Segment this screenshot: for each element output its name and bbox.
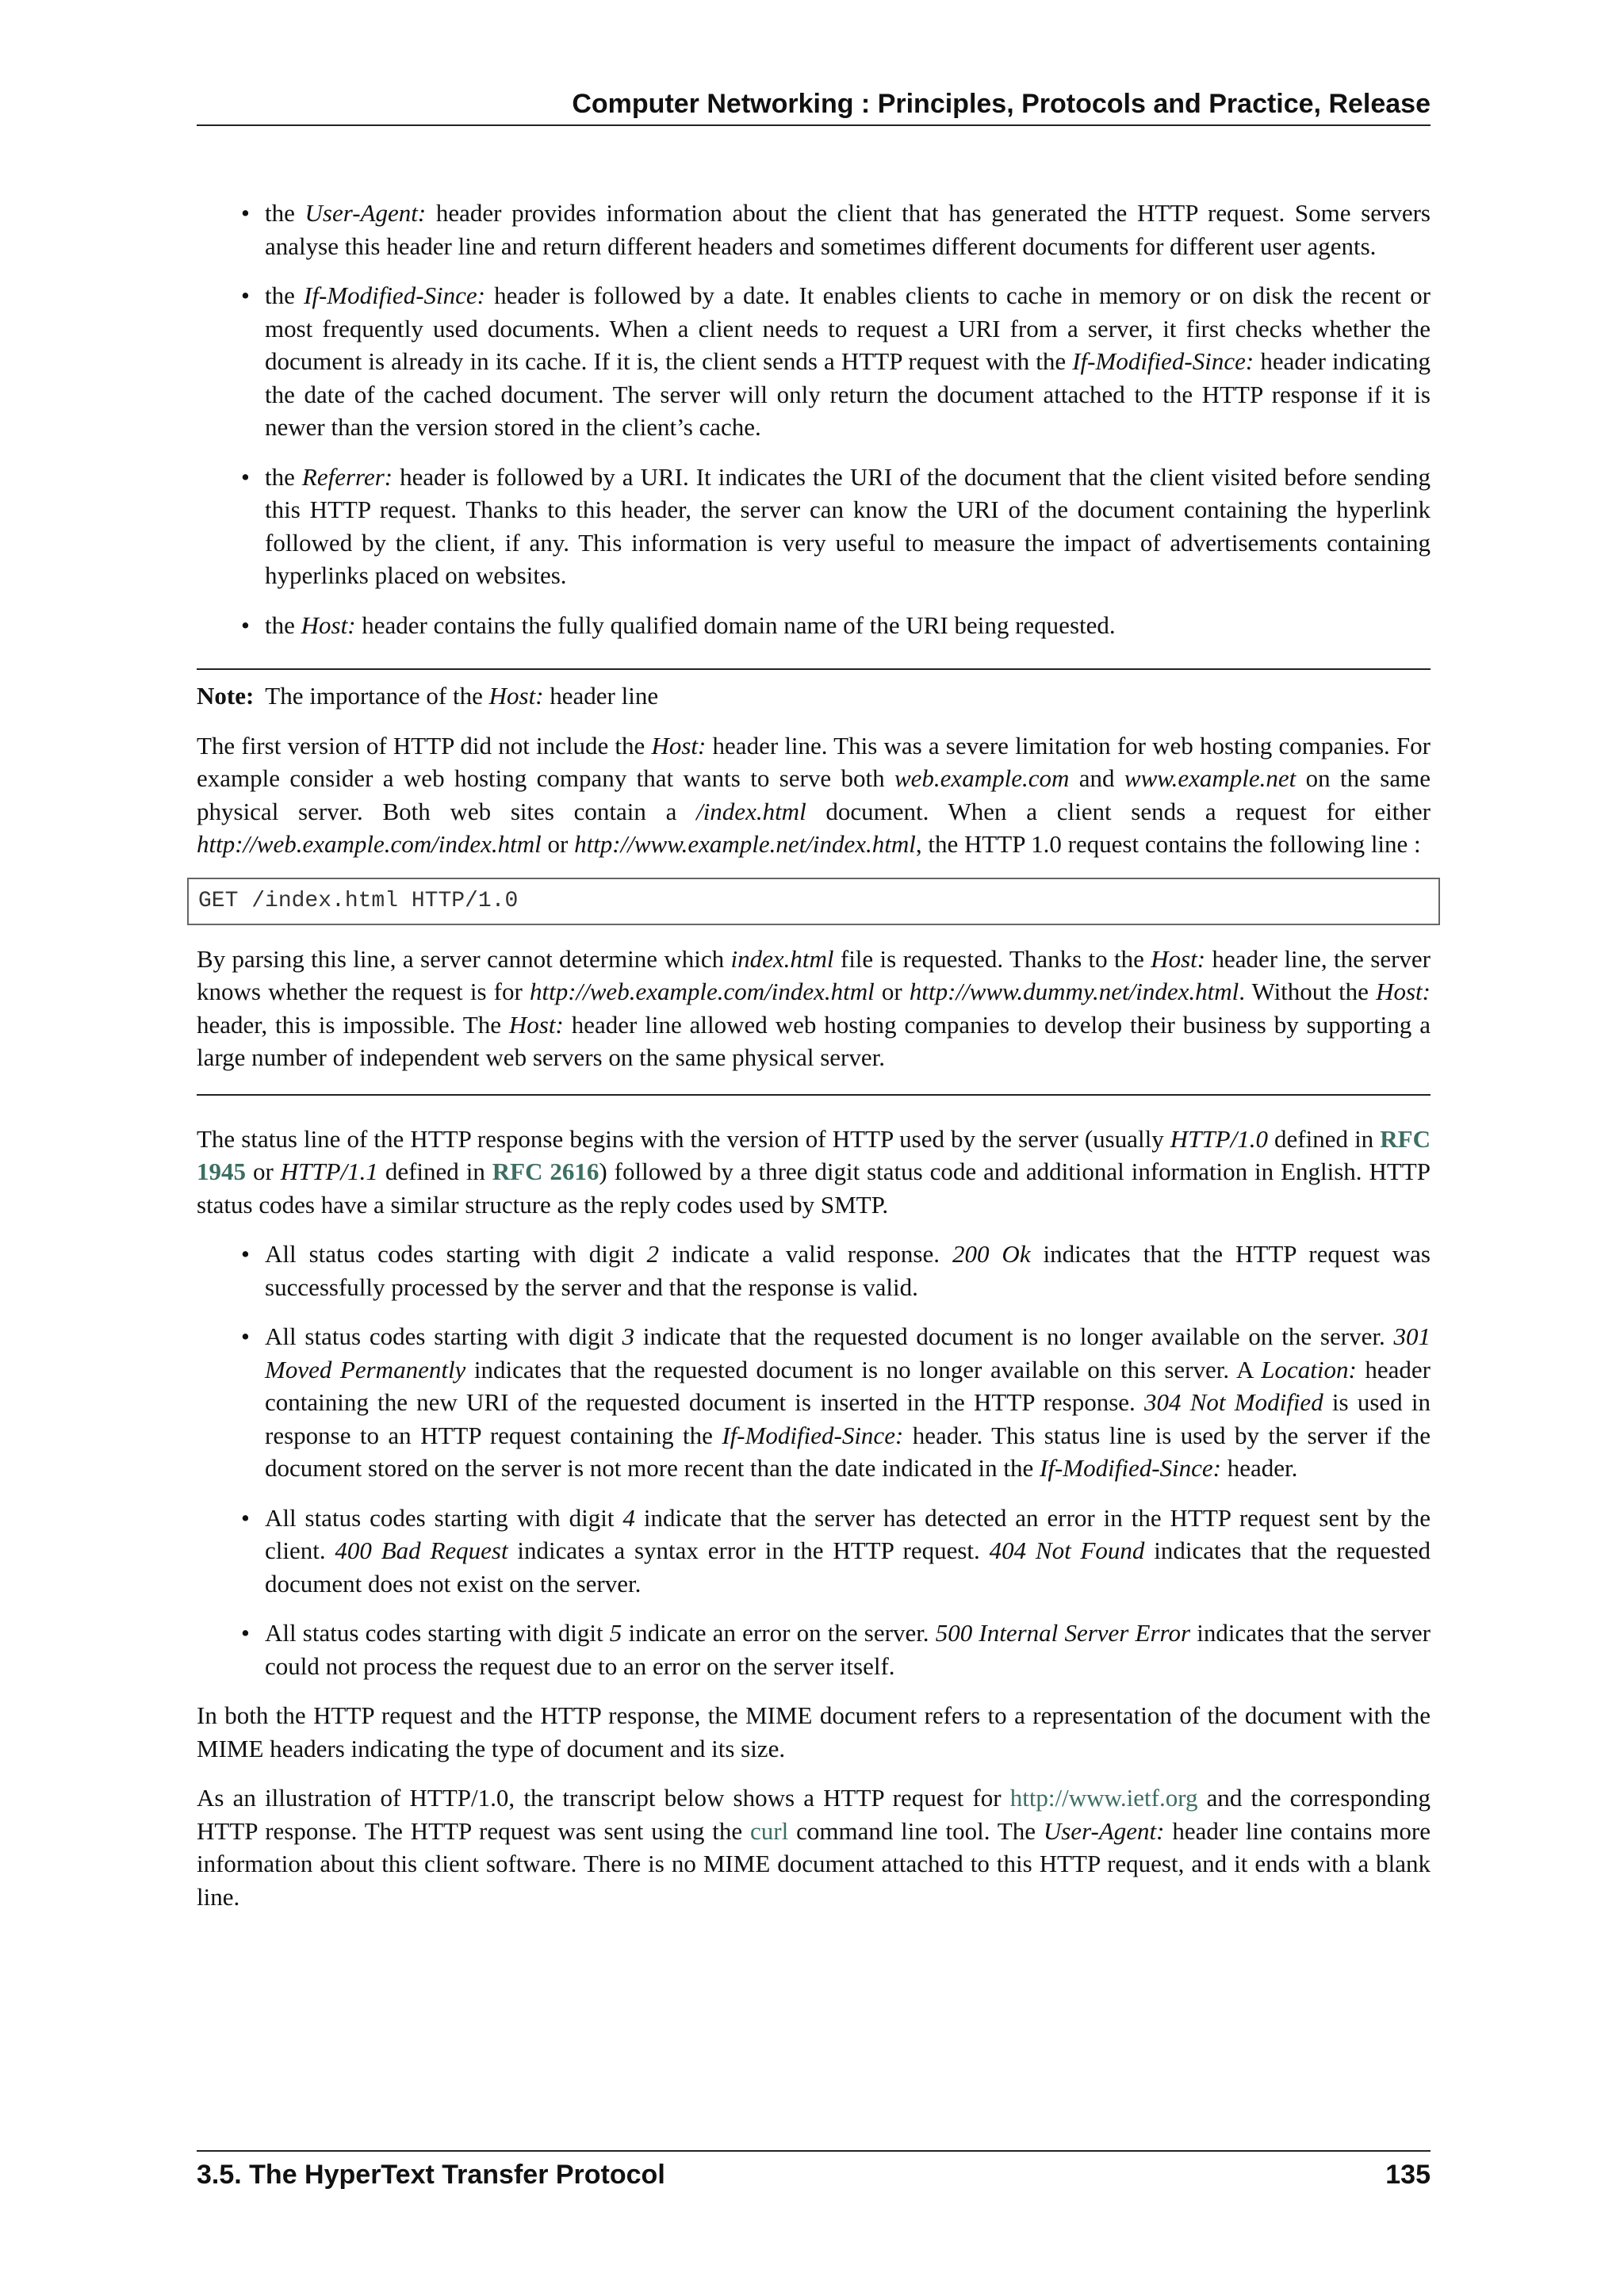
note-paragraph: By parsing this line, a server cannot determine which index.html file is requested. Thanks to the Host: header line, the server knows whether the request is for http://web.example.com/index.html or http://www.dummy.net/index.html. Without the Host: header, this is impossible. The Host: header line allowed web hosting companies to develop their business by supporting a large number of independent web servers on the same physical server.	[197, 944, 1431, 1071]
section-title: 3.5. The HyperText Transfer Protocol	[197, 2160, 665, 2190]
bullet-icon: •	[241, 462, 250, 491]
status-codes-list	[197, 1238, 1431, 1682]
bullet-icon: •	[241, 1619, 250, 1647]
illustration-paragraph: As an illustration of HTTP/1.0, the transcript below shows a HTTP request for http://www.ietf.org and the corresponding HTTP response. The HTTP request was sent using the curl command line tool. The User-Agent: header line contains more information about this client software. There is no MIME document attached to this HTTP request, and it ends with a blank line.	[197, 1784, 1431, 1911]
rfc-1945-link[interactable]: RFC 1945	[197, 1124, 1431, 1185]
header-fields-list	[197, 197, 1431, 641]
running-header	[197, 89, 1431, 126]
list-item: • All status codes starting with digit 4 indicate that the server has detected an error in the HTTP request sent by the client. 400 Bad Request indicates a syntax error in the HTTP request. 404 Not Found indicates that the requested document does not exist on the server.	[197, 1502, 1431, 1601]
bullet-icon: •	[241, 1322, 250, 1350]
note-box	[197, 668, 1431, 1096]
bullet-icon: •	[241, 199, 250, 227]
mime-paragraph: In both the HTTP request and the HTTP response, the MIME document refers to a representation of the document with the MIME headers indicating the type of document and its size.	[197, 1701, 1431, 1762]
page-number: 135	[1385, 2160, 1431, 2190]
list-item: • the If-Modified-Since: header is followed by a date. It enables clients to cache in memory or on disk the recent or most frequently used documents. When a client needs to request a URI from a server, it first checks whether the document is already in its cache. If it is, the client sends a HTTP request with the If-Modified-Since: header indicating the date of the cached document. The server will only return the document attached to the HTTP response if it is newer than the version stored in the client’s cache.	[197, 279, 1431, 444]
note-title: Note: The importance of the Host: header line	[197, 682, 659, 710]
running-title: Computer Networking : Principles, Protocols and Practice, Release	[572, 89, 1431, 119]
main-content	[197, 197, 1431, 1930]
list-item: • the Host: header contains the fully qualified domain name of the URI being requested.	[197, 609, 1431, 642]
bullet-icon: •	[241, 610, 250, 639]
bullet-icon: •	[241, 1503, 250, 1532]
list-item: • All status codes starting with digit 5 indicate an error on the server. 500 Internal Server Error indicates that the server could not process the request due to an error on the server itself.	[197, 1617, 1431, 1682]
bullet-icon: •	[241, 1240, 250, 1268]
bullet-icon: •	[241, 281, 250, 309]
list-item: • All status codes starting with digit 2 indicate a valid response. 200 Ok indicates that the HTTP request was successfully processed by the server and that the response is valid.	[197, 1238, 1431, 1303]
list-item: • the User-Agent: header provides information about the client that has generated the HTTP request. Some servers analyse this header line and return different headers and sometimes different documents for different user agents.	[197, 197, 1431, 262]
ietf-link[interactable]: http://www.ietf.org	[1009, 1784, 1198, 1812]
status-line-paragraph: The status line of the HTTP response begins with the version of HTTP used by the server (usually HTTP/1.0 defined in RFC 1945 or HTTP/1.1 defined in RFC 2616) followed by a three digit status code and additional information in English. HTTP status codes have a similar structure as the reply codes used by SMTP.	[197, 1124, 1431, 1219]
list-item: • All status codes starting with digit 3 indicate that the requested document is no longer available on the server. 301 Moved Permanently indicates that the requested document is no longer available on this server. A Location: header containing the new URI of the requested document is inserted in the HTTP response. 304 Not Modified is used in response to an HTTP request containing the If-Modified-Since: header. This status line is used by the server if the document stored on the server is not more recent than the date indicated in the If-Modified-Since: header.	[197, 1320, 1431, 1485]
page-footer	[197, 2150, 1431, 2191]
rfc-2616-link[interactable]: RFC 2616	[492, 1158, 599, 1185]
curl-link[interactable]: curl	[750, 1816, 789, 1845]
note-paragraph: The first version of HTTP did not include the Host: header line. This was a severe limitation for web hosting companies. For example consider a web hosting company that wants to serve both web.example.com and www.example.net on the same physical server. Both web sites contain a /index.html document. When a client sends a request for either http://web.example.com/index.html or http://www.example.net/index.html, the HTTP 1.0 request contains the following line :	[197, 731, 1431, 858]
list-item: • the Referrer: header is followed by a URI. It indicates the URI of the document that the client visited before sending this HTTP request. Thanks to this header, the server can know the URI of the document containing the hyperlink followed by the client, if any. This information is very useful to measure the impact of advertisements containing hyperlinks placed on websites.	[197, 461, 1431, 592]
code-block: GET /index.html HTTP/1.0	[187, 878, 1440, 925]
note-label: Note:	[197, 682, 255, 710]
